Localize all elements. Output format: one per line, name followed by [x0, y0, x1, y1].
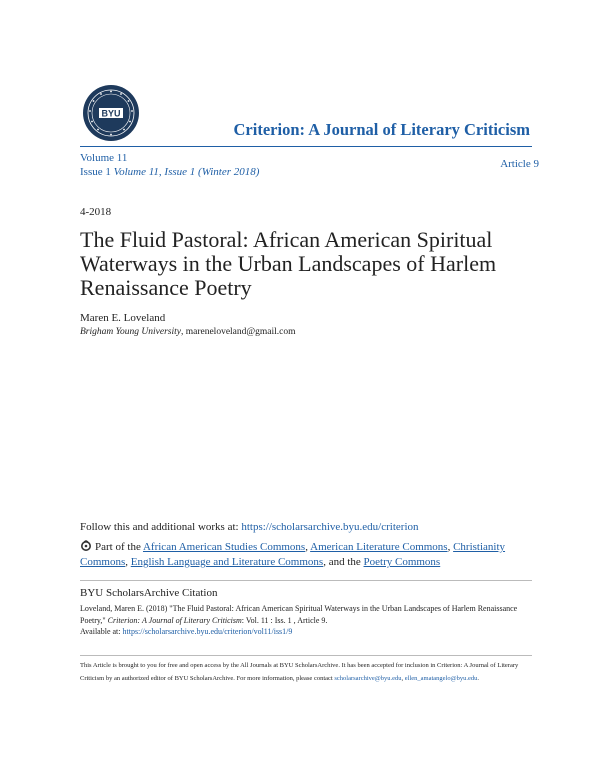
citation-text	[80, 603, 535, 638]
article-title: The Fluid Pastoral: African American Spiritual Waterways in the Urban Landscapes of Harlem Renaissance Poetry	[80, 227, 497, 300]
contact-email-2[interactable]: ellen_amatangelo@byu.edu	[404, 674, 478, 682]
follow-link[interactable]: https://scholarsarchive.byu.edu/criterion	[241, 521, 419, 533]
follow-label: Follow this and additional works at:	[80, 521, 239, 533]
open-access-icon	[80, 539, 92, 551]
notice-end: .	[477, 674, 479, 682]
commons-link-african-american-studies[interactable]: African American Studies Commons	[142, 541, 306, 553]
seal-text: BYU	[101, 108, 121, 119]
contact-email-1[interactable]: scholarsarchive@byu.edu	[334, 674, 402, 682]
available-label: Available at:	[80, 627, 121, 636]
header-rule	[80, 146, 532, 147]
commons-link-american-literature[interactable]: American Literature Commons	[310, 541, 448, 553]
byu-seal-logo	[82, 84, 140, 142]
part-of-line: Part of the African American Studies Commons, American Literature Commons, Christianity Commons, English Language and Literature Commons, and the Poetry Commons	[80, 541, 506, 568]
journal-title[interactable]: Criterion: A Journal of Literary Criticism	[233, 120, 530, 139]
issue-link[interactable]: Volume 11, Issue 1 (Winter 2018)	[113, 166, 260, 178]
issue-prefix: Issue 1	[80, 166, 111, 178]
notice-text: This Article is brought to you for free and open access by the All Journals at BYU ScholarsArchive. It has been accepted for inclusion in Criterion: A Journal of Literary Criticism by an authorized editor of BYU ScholarsArchive. For more information, please contact	[80, 662, 519, 682]
notice-rule	[80, 655, 532, 656]
citation-journal: Criterion: A Journal of Literary Criticism	[107, 615, 242, 625]
commons-link-english-language-literature[interactable]: English Language and Literature Commons	[130, 556, 324, 568]
and-the-text: , and the	[323, 556, 361, 568]
part-of-prefix: Part of the	[95, 541, 141, 553]
commons-link-christianity[interactable]: Christianity Commons	[80, 541, 506, 568]
issue-line	[80, 166, 259, 178]
author-affiliation: Brigham Young University, mareneloveland@gmail.com	[80, 327, 296, 337]
publication-date: 4-2018	[80, 206, 112, 218]
citation-rule	[80, 580, 532, 581]
follow-line	[80, 521, 419, 533]
author-name: Maren E. Loveland	[80, 312, 166, 324]
available-link[interactable]: https://scholarsarchive.byu.edu/criterion/vol11/iss1/9	[122, 627, 293, 636]
citation-line: Loveland, Maren E. (2018) "The Fluid Pastoral: African American Spiritual Waterways in the Urban Landscapes of Harlem Renaissance Poetry,"	[80, 604, 518, 625]
volume-link[interactable]: Volume 11	[80, 152, 128, 164]
article-number[interactable]: Article 9	[500, 158, 539, 170]
author-email: mareneloveland@gmail.com	[185, 327, 296, 337]
access-notice: This Article is brought to you for free and open access by the All Journals at BYU ScholarsArchive. It has been accepted for inclusion in Criterion: A Journal of Literary Criticism by an authorized editor of BYU ScholarsArchive. For more information, please contact scholarsarchive@byu.edu, ellen_amatangelo@byu.edu.	[80, 662, 519, 682]
commons-link-poetry[interactable]: Poetry Commons	[363, 556, 441, 568]
citation-heading: BYU ScholarsArchive Citation	[80, 587, 218, 599]
affiliation-name: Brigham Young University	[80, 327, 181, 337]
citation-volume: : Vol. 11 : Iss. 1 , Article 9.	[241, 615, 328, 625]
